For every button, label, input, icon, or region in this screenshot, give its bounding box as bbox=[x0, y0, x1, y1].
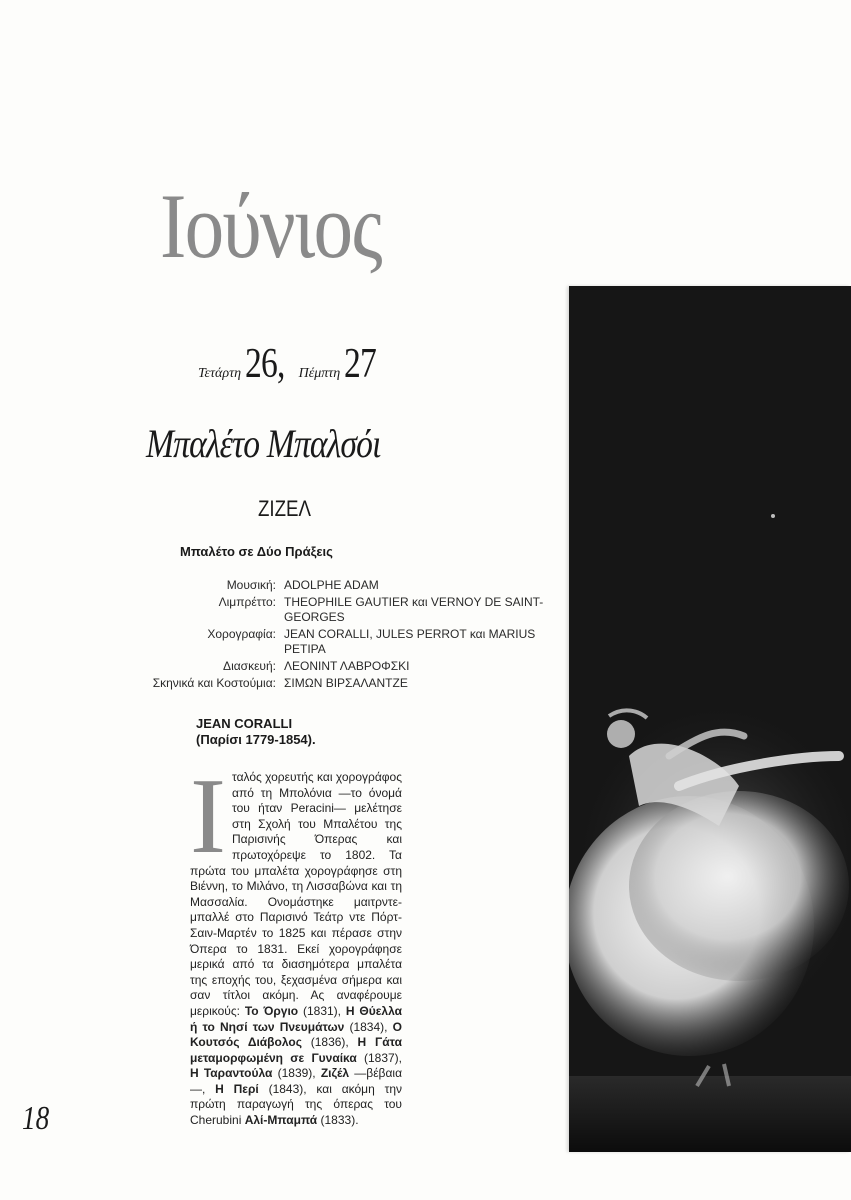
bio-text: (1843), και ακόμη την πρώτη παραγωγή της όπερας του Cherubini bbox=[190, 1081, 402, 1128]
credit-row bbox=[80, 578, 550, 593]
month-title: Ιούνιος bbox=[160, 175, 381, 277]
bio-text: (1839), bbox=[272, 1066, 321, 1081]
bio-text: (1833). bbox=[317, 1113, 359, 1128]
work-ref: Η Περί bbox=[215, 1081, 259, 1096]
credit-names: ADOLPHE ADAM bbox=[284, 578, 379, 592]
bio-text: —βέβαια—, bbox=[190, 1066, 403, 1096]
bio-text: (1836), bbox=[301, 1035, 358, 1050]
day1-name: Τετάρτη bbox=[198, 366, 242, 381]
credits-list bbox=[80, 578, 550, 693]
credit-row bbox=[80, 659, 550, 674]
bio-text: (1831), bbox=[298, 1003, 346, 1018]
bio-text: ταλός χορευτής και χορογράφος από τη Μπολόνια —το όνομά του ήταν Peracini— μελέτησε στη Σχολή του Μπαλέτου της Παρισινής Όπερας και πρωτοχόρεψε το 1802. Τα πρώτα του μπαλέτα χορογράφησε στη Βιέννη, το Μιλάνο, τη Λισσαβώνα και τη Μασσαλία. Ονομάστηκε μαιτρντε-μπαλλέ στο Παρισινό Τεάτρ ντε Πόρτ-Σαιν-Μαρτέν το 1825 και πέρασε στην Όπερα το 1831. Εκεί χορογράφησε μερικά από τα διασημότερα μπαλέτα της εποχής του, ξεχασμένα σήμερα και σαν τίτλοι ακόμη. Ας αναφέρουμε μερικούς: bbox=[190, 770, 402, 1018]
ballerina-illustration bbox=[569, 286, 851, 1152]
credit-names: THEOPHILE GAUTIER και VERNOY DE SAINT-GEORGES bbox=[284, 595, 544, 624]
work-ref: Αλί-Μπαμπά bbox=[244, 1113, 318, 1128]
bio-paragraph bbox=[190, 757, 403, 1129]
work-subtitle: Μπαλέτο σε Δύο Πράξεις bbox=[180, 544, 333, 559]
ballerina-photo bbox=[569, 286, 851, 1152]
credit-role: Μουσική: bbox=[226, 578, 276, 592]
work-ref: Ο Κουτσός Διάβολος bbox=[190, 1019, 402, 1050]
credit-role: Σκηνικά και Κοστούμια: bbox=[152, 676, 276, 690]
credit-row bbox=[80, 627, 550, 657]
work-ref: Η Θύελλα ή το Νησί των Πνευμάτων bbox=[190, 1003, 402, 1034]
credit-names: ΛΕΟΝΙΝΤ ΛΑΒΡΟΦΣΚΙ bbox=[284, 659, 410, 673]
day2-number: 27 bbox=[344, 341, 377, 387]
work-ref: Ζιζέλ bbox=[320, 1066, 350, 1081]
page-number: 18 bbox=[22, 1100, 50, 1137]
credit-role: Διασκευή: bbox=[223, 659, 276, 673]
work-ref: Η Γάτα μεταμορφωμένη σε Γυναίκα bbox=[190, 1035, 402, 1065]
performance-dates bbox=[198, 340, 384, 388]
bio-heading bbox=[196, 716, 316, 748]
bio-text: (1837), bbox=[356, 1050, 402, 1065]
credit-row bbox=[80, 595, 550, 625]
bio-dates: (Παρίσι 1779-1854). bbox=[196, 732, 316, 747]
bio-name: JEAN CORALLI bbox=[196, 716, 293, 731]
day2-name: Πέμπτη bbox=[298, 366, 341, 381]
credit-role: Χορογραφία: bbox=[207, 627, 276, 641]
day1-number: 26, bbox=[245, 341, 285, 387]
work-title: ΖΙΖΕΛ bbox=[258, 496, 312, 521]
bio-text: (1834), bbox=[344, 1019, 393, 1034]
credit-row bbox=[80, 676, 550, 691]
drop-cap: Ι bbox=[190, 757, 226, 876]
work-ref: Το Όργιο bbox=[244, 1003, 299, 1018]
company-name: Μπαλέτο Μπαλσόι bbox=[146, 421, 381, 466]
credit-names: JEAN CORALLI, JULES PERROT και MARIUS PETIPA bbox=[284, 627, 536, 656]
work-ref: Η Ταραντούλα bbox=[190, 1066, 273, 1081]
credit-names: ΣΙΜΩΝ ΒΙΡΣΑΛΑΝΤΖΕ bbox=[284, 676, 408, 690]
credit-role: Λιμπρέττο: bbox=[218, 595, 276, 609]
